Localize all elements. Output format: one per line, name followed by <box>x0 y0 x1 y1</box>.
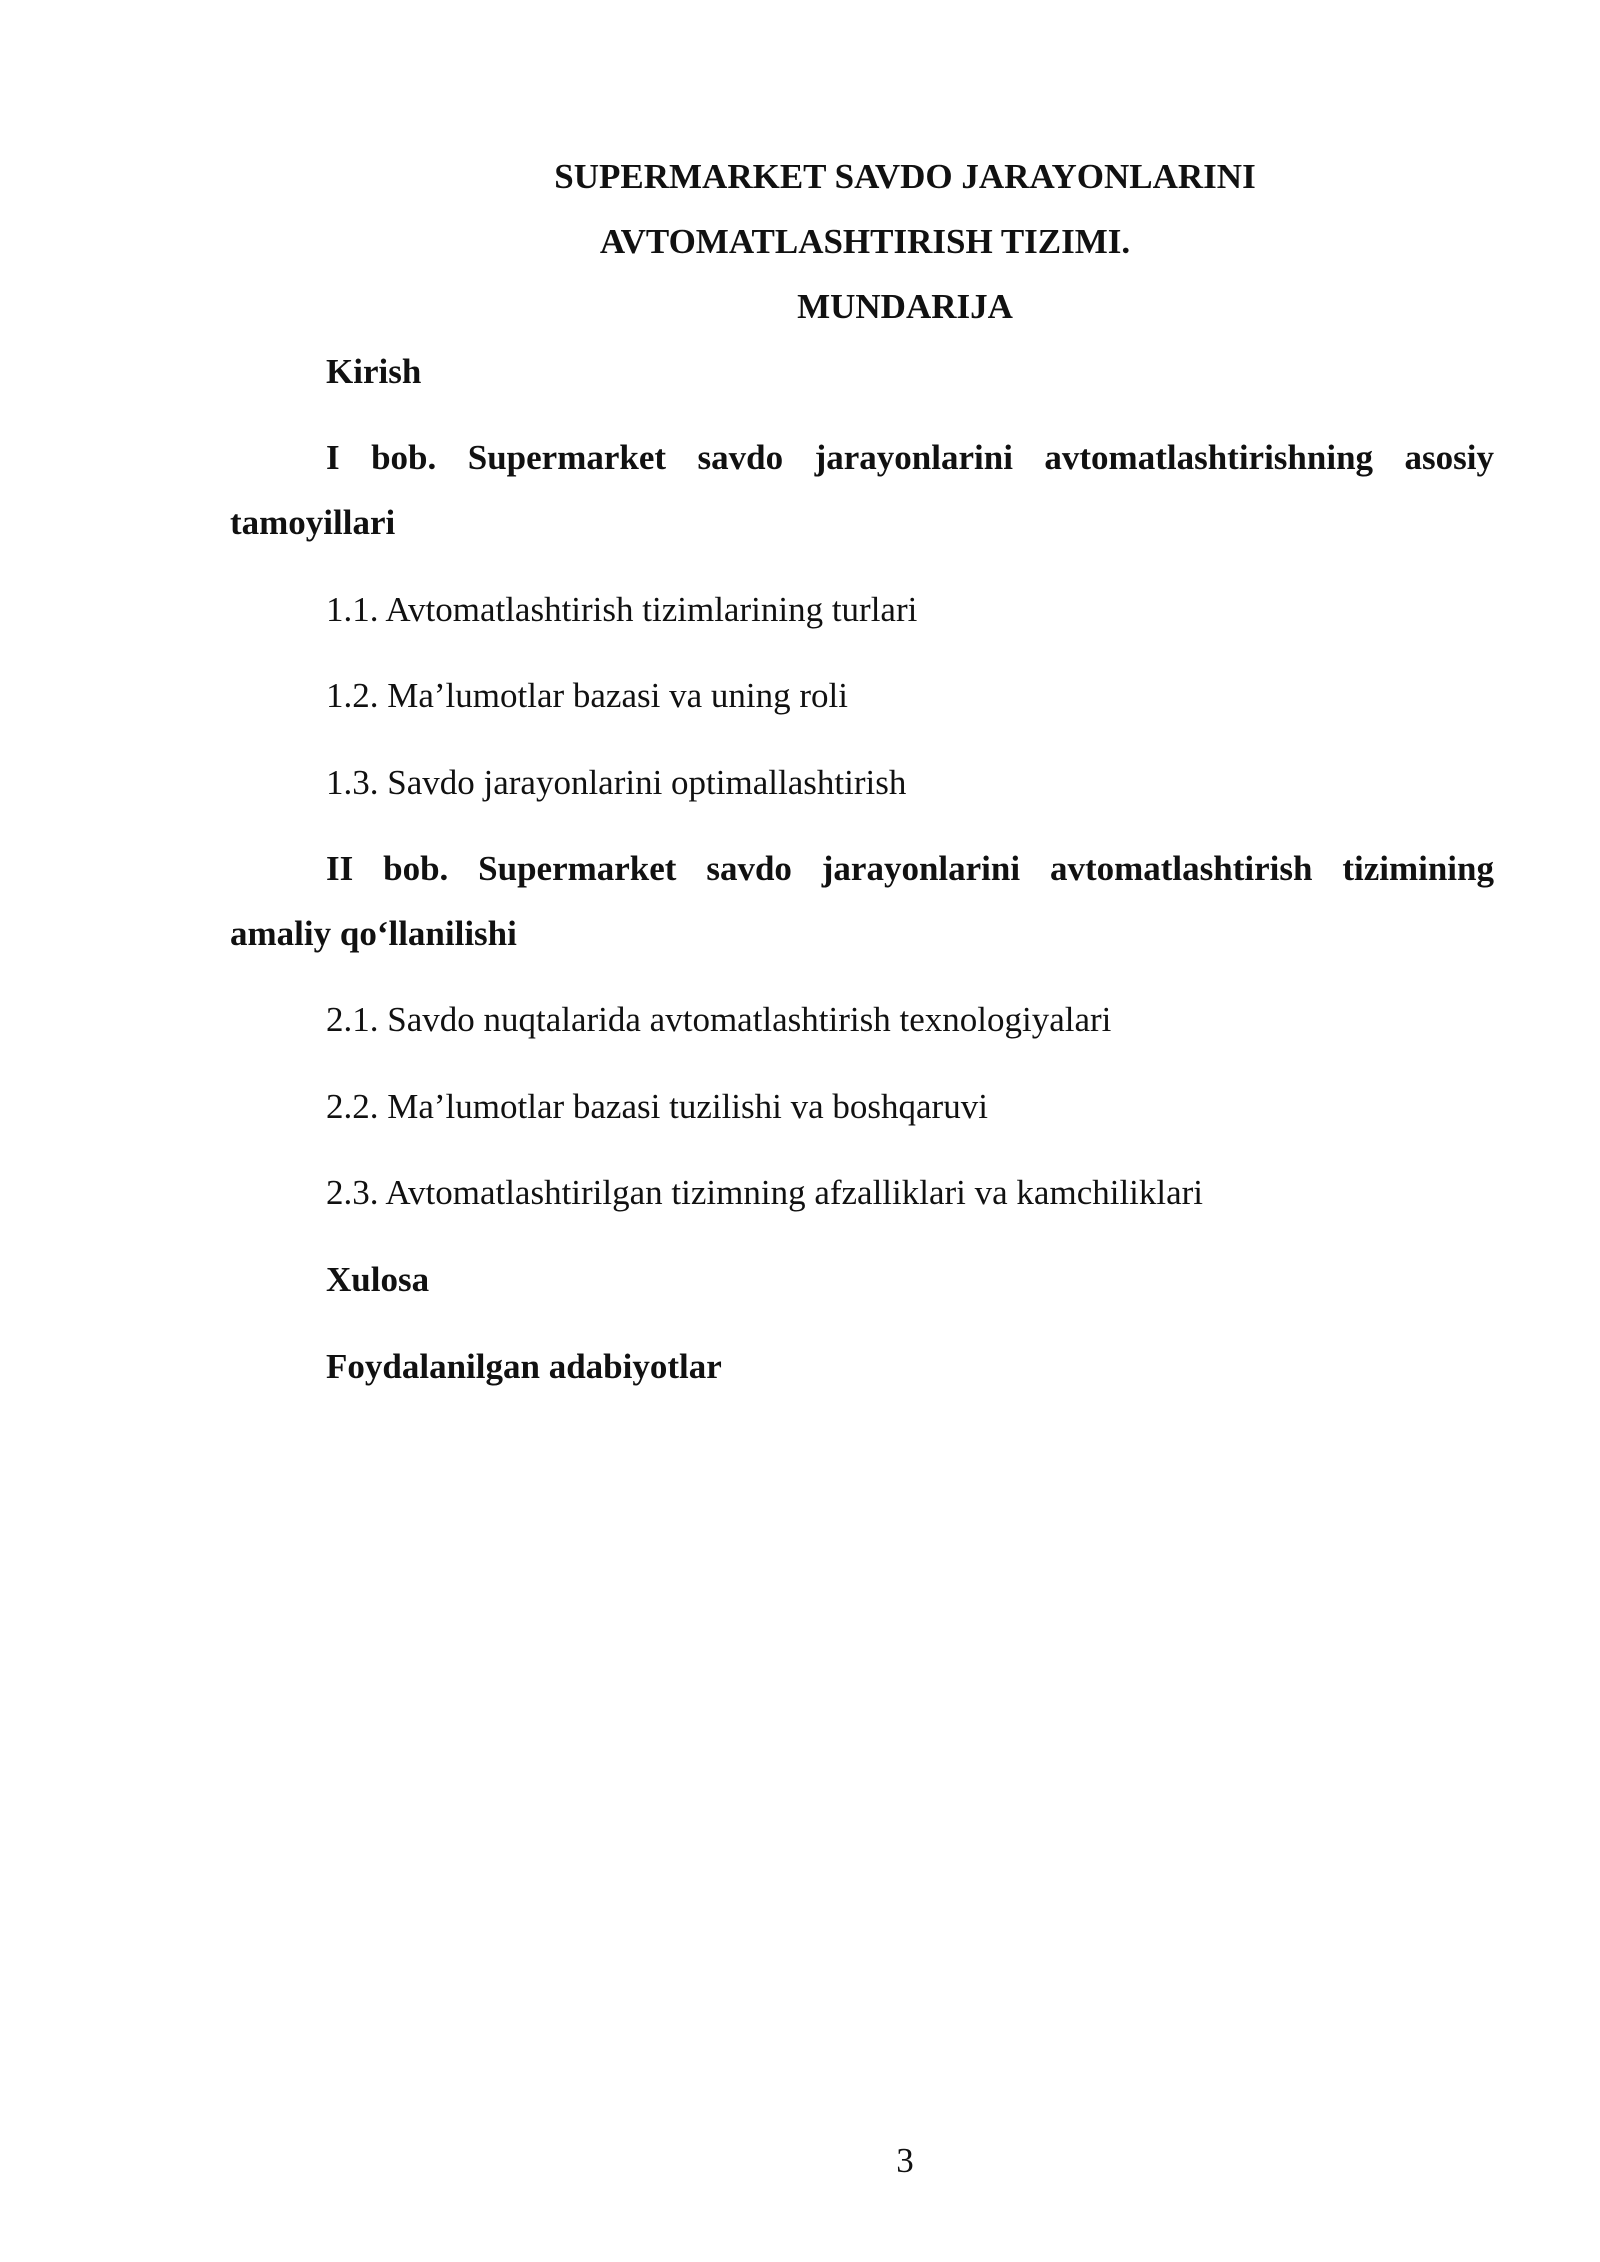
toc-references: Foydalanilgan adabiyotlar <box>326 1347 722 1386</box>
toc-intro: Kirish <box>326 352 422 391</box>
toc-item-1-3: 1.3. Savdo jarayonlarini optimallashtirish <box>326 763 907 802</box>
toc-item-2-1: 2.1. Savdo nuqtalarida avtomatlashtirish texnologiyalari <box>326 1000 1112 1039</box>
document-title-line-2: AVTOMATLASHTIRISH TIZIMI. <box>599 222 1131 261</box>
toc-chapter-1-line-1: I bob. Supermarket savdo jarayonlarini avtomatlashtirishning asosiy <box>326 438 1494 477</box>
page-number: 3 <box>896 2141 914 2180</box>
toc-conclusion: Xulosa <box>326 1260 430 1299</box>
document-title-line-1: SUPERMARKET SAVDO JARAYONLARINI <box>554 157 1256 196</box>
toc-chapter-2-line-2: amaliy qo‘llanilishi <box>230 914 517 953</box>
toc-item-1-2: 1.2. Ma’lumotlar bazasi va uning roli <box>326 676 848 715</box>
toc-chapter-2-line-1: II bob. Supermarket savdo jarayonlarini avtomatlashtirish tizimining <box>326 849 1494 888</box>
contents-heading: MUNDARIJA <box>797 287 1013 326</box>
toc-item-2-2: 2.2. Ma’lumotlar bazasi tuzilishi va boshqaruvi <box>326 1087 988 1126</box>
toc-chapter-1-line-2: tamoyillari <box>230 503 396 542</box>
toc-item-2-3: 2.3. Avtomatlashtirilgan tizimning afzalliklari va kamchiliklari <box>326 1173 1204 1212</box>
toc-item-1-1: 1.1. Avtomatlashtirish tizimlarining turlari <box>326 590 918 629</box>
